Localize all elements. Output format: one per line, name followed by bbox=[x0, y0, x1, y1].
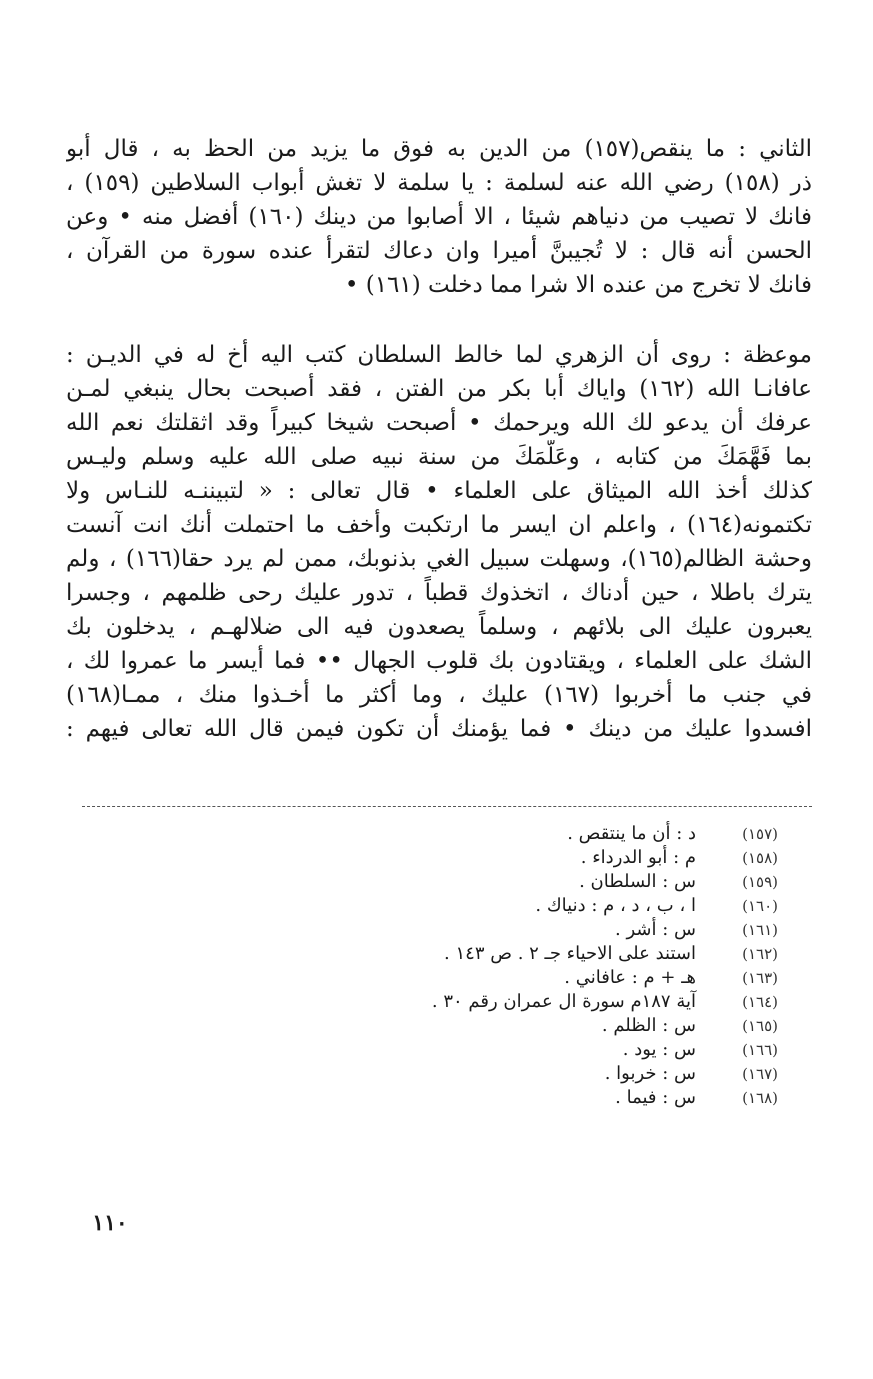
text-line: ذر (١٥٨) رضي الله عنه لسلمة : يا سلمة لا تغش أبواب السلاطين (١٥٩) ، bbox=[66, 170, 812, 196]
text-line: الثاني : ما ينقص(١٥٧) من الدين به فوق ما يزيد من الحظ به ، قال أبو bbox=[66, 136, 812, 162]
footnote-item bbox=[218, 1038, 778, 1062]
text-line: عرفك أن يدعو لك الله ويرحمك • أصبحت شيخا كبيراً وقد اثقلتك نعم الله bbox=[66, 410, 812, 436]
text-line: في جنب ما أخربوا (١٦٧) عليك ، وما أكثر ما أخـذوا منك ، ممـا(١٦٨) bbox=[66, 682, 812, 708]
footnote-number: (١٦٤) bbox=[742, 993, 778, 1011]
footnote-item bbox=[218, 894, 778, 918]
footnote-text: س : الظلم . bbox=[601, 1015, 696, 1036]
text-line: كذلك أخذ الله الميثاق على العلماء • قال تعالى : « لتبيننـه للنـاس ولا bbox=[66, 478, 812, 504]
footnote-number: (١٦٦) bbox=[742, 1041, 778, 1059]
footnote-text: س : يود . bbox=[622, 1039, 696, 1060]
text-line: بما فَهَّمَكَ من كتابه ، وعَلَّمَكَ من سنة نبيه صلى الله عليه وسلم وليـس bbox=[66, 444, 812, 470]
footnote-text: س : فيما . bbox=[615, 1087, 696, 1108]
text-line: الشك على العلماء ، ويقتادون بك قلوب الجهال •• فما أيسر ما عمروا لك ، bbox=[66, 648, 812, 674]
footnote-text: آية ١٨٧م سورة ال عمران رقم ٣٠ . bbox=[431, 991, 696, 1012]
footnote-divider bbox=[82, 806, 812, 807]
footnote-text: استند على الاحياء جـ ٢ . ص ١٤٣ . bbox=[444, 943, 696, 964]
footnote-text: م : أبو الدرداء . bbox=[580, 847, 696, 868]
text-line: فانك لا تصيب من دنياهم شيئا ، الا أصابوا من دينك (١٦٠) أفضل منه • وعن bbox=[66, 204, 812, 230]
text-line: افسدوا عليك من دينك • فما يؤمنك أن تكون فيمن قال الله تعالى فيهم : bbox=[66, 716, 812, 742]
text-line: يعبرون عليك الى بلائهم ، وسلماً يصعدون فيه الى ضلالهـم ، يدخلون بك bbox=[66, 614, 812, 640]
footnote-item bbox=[218, 942, 778, 966]
footnote-item bbox=[218, 1014, 778, 1038]
footnote-text: س : أشر . bbox=[615, 919, 696, 940]
footnote-text: هـ + م : عافاني . bbox=[564, 967, 696, 988]
footnote-text: ا ، ب ، د ، م : دنياك . bbox=[535, 895, 696, 916]
footnote-number: (١٦١) bbox=[742, 921, 778, 939]
paragraph-1 bbox=[66, 132, 812, 302]
footnote-item bbox=[218, 846, 778, 870]
footnote-number: (١٥٨) bbox=[742, 849, 778, 867]
footnote-number: (١٦٢) bbox=[742, 945, 778, 963]
footnote-number: (١٥٧) bbox=[742, 825, 778, 843]
text-line: يترك باطلا ، حين أدناك ، اتخذوك قطباً ، تدور عليك رحى ظلمهم ، وجسرا bbox=[66, 580, 812, 606]
footnote-number: (١٦٠) bbox=[742, 897, 778, 915]
footnotes bbox=[218, 822, 778, 1110]
paragraph-2 bbox=[66, 338, 812, 746]
footnote-item bbox=[218, 1086, 778, 1110]
footnote-number: (١٦٨) bbox=[742, 1089, 778, 1107]
footnote-number: (١٦٧) bbox=[742, 1065, 778, 1083]
text-line: فانك لا تخرج من عنده الا شرا مما دخلت (١٦١) • bbox=[344, 272, 812, 298]
footnote-text: س : خربوا . bbox=[604, 1063, 696, 1084]
footnote-item bbox=[218, 1062, 778, 1086]
footnote-item bbox=[218, 822, 778, 846]
page-number: ١١٠ bbox=[92, 1210, 128, 1236]
text-line: تكتمونه(١٦٤) ، واعلم ان ايسر ما ارتكبت وأخف ما احتملت أنك انت آنست bbox=[66, 512, 812, 538]
text-line: الحسن أنه قال : لا تُجيبنَّ أميرا وان دعاك لتقرأ عنده سورة من القرآن ، bbox=[66, 238, 812, 264]
footnote-item bbox=[218, 918, 778, 942]
footnote-text: د : أن ما ينتقص . bbox=[567, 823, 696, 844]
footnote-number: (١٥٩) bbox=[742, 873, 778, 891]
text-line: موعظة : روى أن الزهري لما خالط السلطان كتب اليه أخ له في الديـن : bbox=[66, 342, 812, 368]
footnote-number: (١٦٥) bbox=[742, 1017, 778, 1035]
text-line: وحشة الظالم(١٦٥)، وسهلت سبيل الغي بذنوبك، ممن لم يرد حقا(١٦٦) ، ولم bbox=[66, 546, 812, 572]
footnote-text: س : السلطان . bbox=[579, 871, 696, 892]
footnote-item bbox=[218, 870, 778, 894]
footnote-number: (١٦٣) bbox=[742, 969, 778, 987]
footnote-item bbox=[218, 990, 778, 1014]
text-line: عافانـا الله (١٦٢) واياك أبا بكر من الفتن ، فقد أصبحت بحال ينبغي لمـن bbox=[66, 376, 812, 402]
footnote-item bbox=[218, 966, 778, 990]
